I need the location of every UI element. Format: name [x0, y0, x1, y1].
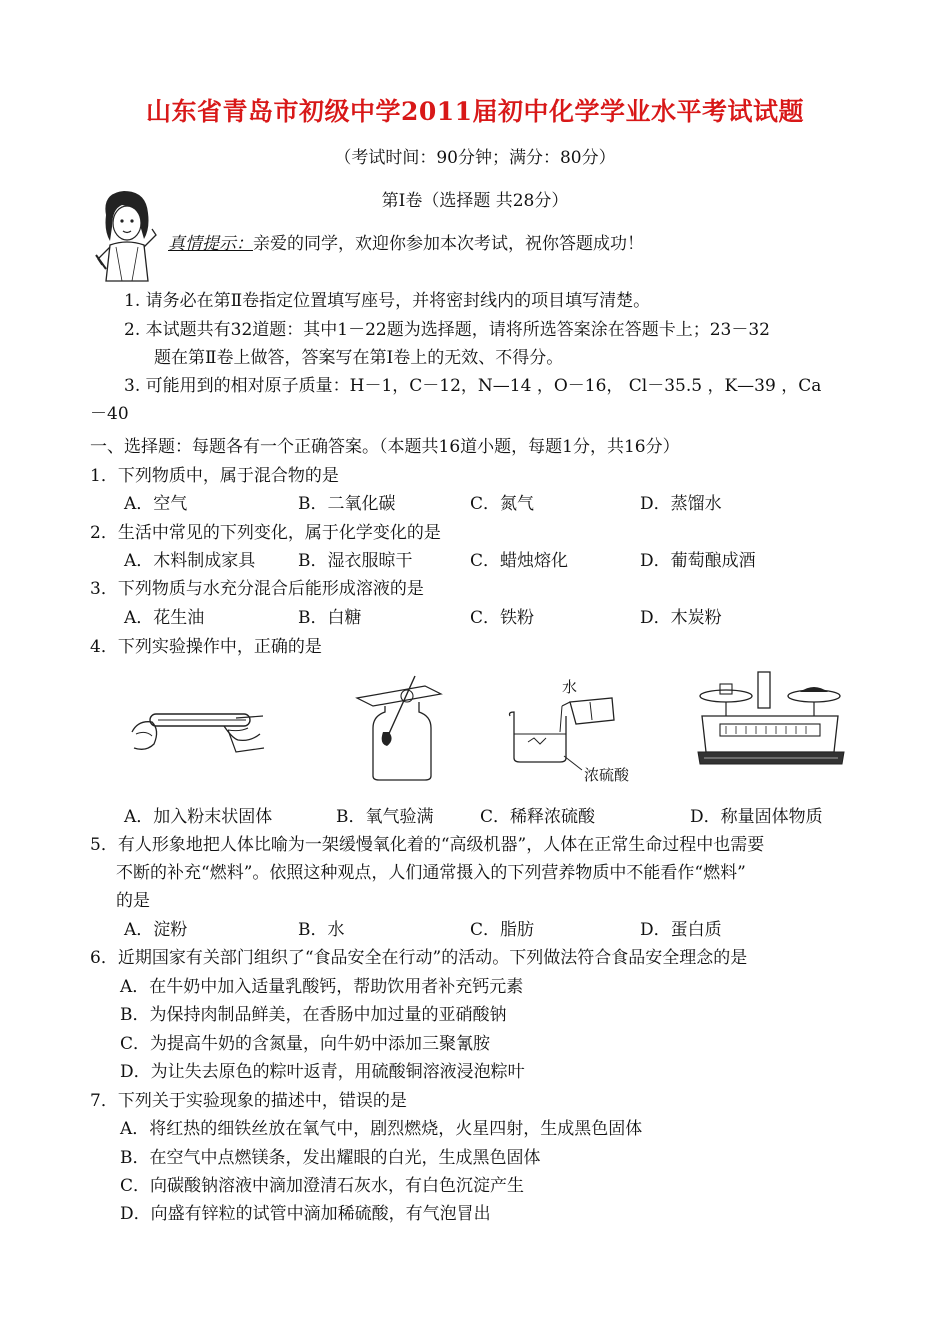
- instruction-3-cont: －40: [90, 404, 129, 424]
- instruction-1: 1. 请务必在第Ⅱ卷指定位置填写座号，并将密封线内的项目填写清楚。: [124, 291, 651, 311]
- q4-option-a: A．加入粉末状固体: [124, 807, 273, 827]
- q1-option-d: D．蒸馏水: [640, 494, 722, 514]
- q1-option-a: A．空气: [124, 494, 188, 514]
- q6-stem: 6．近期国家有关部门组织了“食品安全在行动”的活动。下列做法符合食品安全理念的是: [90, 948, 748, 968]
- q1-stem: 1．下列物质中，属于混合物的是: [90, 466, 339, 486]
- instruction-2: 2. 本试题共有32道题：其中1－22题为选择题，请将所选答案涂在答题卡上；23－32: [124, 320, 770, 340]
- section-heading: 第Ⅰ卷（选择题 共28分）: [381, 191, 569, 211]
- q2-stem: 2．生活中常见的下列变化，属于化学变化的是: [90, 523, 441, 543]
- q2-option-d: D．葡萄酿成酒: [640, 551, 756, 571]
- tip-label: 真情提示：: [168, 234, 253, 254]
- q6-option-a: A．在牛奶中加入适量乳酸钙，帮助饮用者补充钙元素: [120, 977, 524, 997]
- q5-option-d: D．蛋白质: [640, 920, 722, 940]
- tip-text: 亲爱的同学，欢迎你参加本次考试，祝你答题成功！: [253, 234, 644, 254]
- q5-stem-line1: 5．有人形象地把人体比喻为一架缓慢氧化着的“高级机器”，人体在正常生命过程中也需要: [90, 835, 765, 855]
- q5-option-b: B．水: [298, 920, 345, 940]
- q3-option-a: A．花生油: [124, 608, 205, 628]
- q4-option-b: B．氧气验满: [336, 807, 434, 827]
- q6-option-c: C．为提高牛奶的含氮量，向牛奶中添加三聚氰胺: [120, 1034, 491, 1054]
- figure-a-test-tube-icon: [128, 690, 273, 770]
- q6-option-b: B．为保持肉制品鲜美，在香肠中加过量的亚硝酸钠: [120, 1005, 507, 1025]
- q6-option-d: D．为让失去原色的粽叶返青，用硫酸铜溶液浸泡粽叶: [120, 1062, 525, 1082]
- q5-stem-line3: 的是: [116, 891, 150, 911]
- exam-info: （考试时间：90分钟；满分：80分）: [334, 148, 616, 168]
- q3-option-b: B．白糖: [298, 608, 362, 628]
- figure-c-label-acid: 浓硫酸: [584, 766, 630, 784]
- q7-option-c: C．向碳酸钠溶液中滴加澄清石灰水，有白色沉淀产生: [120, 1176, 525, 1196]
- q3-option-c: C．铁粉: [470, 608, 535, 628]
- q2-option-b: B．湿衣服晾干: [298, 551, 413, 571]
- figure-c-label-water: 水: [562, 678, 578, 696]
- exam-title: 山东省青岛市初级中学2011届初中化学学业水平考试试题: [145, 97, 805, 126]
- student-cartoon-icon: [92, 185, 164, 285]
- q4-stem: 4．下列实验操作中，正确的是: [90, 637, 322, 657]
- q5-option-c: C．脂肪: [470, 920, 535, 940]
- q3-stem: 3．下列物质与水充分混合后能形成溶液的是: [90, 579, 424, 599]
- q5-option-a: A．淀粉: [124, 920, 188, 940]
- instruction-3: 3. 可能用到的相对原子质量：H－1，C－12，N—14 ，O－16， Cl－35.5 ，K—39 ，Ca: [124, 376, 822, 396]
- figure-b-gas-jar-icon: [355, 672, 445, 784]
- q7-option-b: B．在空气中点燃镁条，发出耀眼的白光，生成黑色固体: [120, 1148, 541, 1168]
- q2-option-a: A．木料制成家具: [124, 551, 256, 571]
- q7-stem: 7．下列关于实验现象的描述中，错误的是: [90, 1091, 407, 1111]
- q4-option-c: C．稀释浓硫酸: [480, 807, 596, 827]
- q5-stem-line2: 不断的补充“燃料”。依照这种观点，人们通常摄入的下列营养物质中不能看作“燃料”: [116, 863, 746, 883]
- q7-option-a: A．将红热的细铁丝放在氧气中，剧烈燃烧，火星四射，生成黑色固体: [120, 1119, 643, 1139]
- q4-option-d: D．称量固体物质: [690, 807, 823, 827]
- tip-line: [168, 229, 644, 254]
- instruction-2-cont: 题在第Ⅱ卷上做答，答案写在第Ⅰ卷上的无效、不得分。: [154, 348, 564, 368]
- q3-option-d: D．木炭粉: [640, 608, 722, 628]
- q1-option-c: C．氮气: [470, 494, 535, 514]
- figure-d-balance-scale-icon: [696, 668, 846, 780]
- q7-option-d: D．向盛有锌粒的试管中滴加稀硫酸，有气泡冒出: [120, 1204, 491, 1224]
- part1-heading: 一、选择题：每题各有一个正确答案。（本题共16道小题，每题1分，共16分）: [90, 437, 680, 457]
- q2-option-c: C．蜡烛熔化: [470, 551, 569, 571]
- q1-option-b: B．二氧化碳: [298, 494, 396, 514]
